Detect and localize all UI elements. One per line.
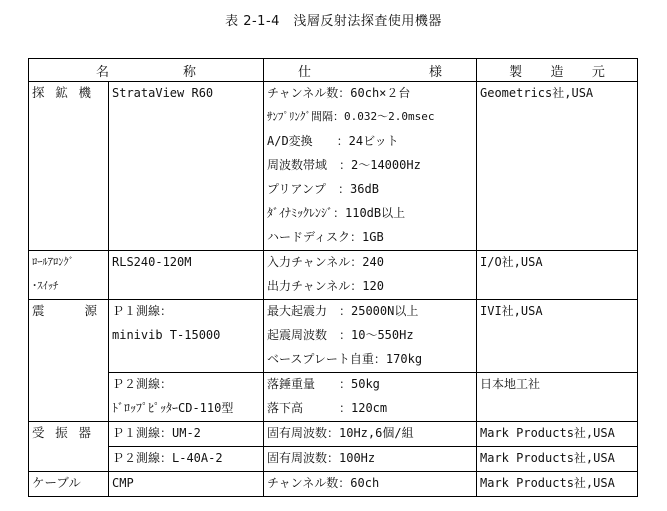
model-source-p2 xyxy=(109,373,264,422)
maker-geophone-p1 xyxy=(477,422,638,447)
maker-line: I/O社,USA xyxy=(480,255,543,269)
header-name-char: 名 xyxy=(95,64,109,80)
table-row-geophone-p2 xyxy=(29,447,638,472)
label-char: 震 xyxy=(32,303,45,318)
spec-line: 出力チャンネル：120 xyxy=(267,279,384,293)
header-row xyxy=(29,59,638,82)
spec-geophone-p1 xyxy=(264,422,477,447)
row-label-geophone xyxy=(29,422,109,472)
header-maker-char: 造 xyxy=(550,64,564,80)
spec-line: 最大起震力 ：25000N以上 xyxy=(267,304,419,318)
model-line: ﾄﾞﾛｯﾌﾟﾋﾟｯﾀｰCD-110型 xyxy=(112,401,234,415)
row-label-source xyxy=(29,300,109,422)
spec-source-p1 xyxy=(264,300,477,373)
model-seismograph xyxy=(109,82,264,251)
spec-line: プリアンプ ：36dB xyxy=(267,182,379,196)
header-maker-char: 製 xyxy=(509,64,523,80)
model-source-p1 xyxy=(109,300,264,373)
spec-line: 落下高 ：120cm xyxy=(267,401,388,415)
model-line: Ｐ２測線：L-40A-2 xyxy=(112,451,223,465)
spec-cable xyxy=(264,472,477,497)
header-name xyxy=(29,59,264,82)
maker-line: Mark Products社,USA xyxy=(480,426,615,440)
model-rollalong xyxy=(109,251,264,300)
spec-line: 起震周波数 ：10～550Hz xyxy=(267,328,414,342)
label-char: 振 xyxy=(55,425,68,440)
label-char: 受 xyxy=(32,425,45,440)
spec-line: ｻﾝﾌﾟﾘﾝｸﾞ間隔：0.032～2.0msec xyxy=(267,110,435,123)
model-line: CMP xyxy=(112,476,134,490)
label-line: ･ｽｲｯﾁ xyxy=(32,280,59,292)
table-row-geophone-p1 xyxy=(29,422,638,447)
header-maker xyxy=(477,59,638,82)
spec-line: 固有周波数：100Hz xyxy=(267,451,376,465)
table-row-seismograph xyxy=(29,82,638,251)
model-line: StrataView R60 xyxy=(112,86,214,100)
label-char: 機 xyxy=(78,85,91,100)
label-char: 探 xyxy=(32,85,45,100)
spec-line: 入力チャンネル：240 xyxy=(267,255,384,269)
maker-line: Mark Products社,USA xyxy=(480,476,615,490)
label-char: 源 xyxy=(84,303,97,318)
label-char: 鉱 xyxy=(55,85,68,100)
row-label-seismograph xyxy=(29,82,109,251)
maker-rollalong xyxy=(477,251,638,300)
spec-seismograph xyxy=(264,82,477,251)
maker-source-p1 xyxy=(477,300,638,373)
table-row-cable xyxy=(29,472,638,497)
maker-line: Geometrics社,USA xyxy=(480,86,594,100)
maker-line: 日本地工社 xyxy=(480,377,541,391)
header-spec-char: 仕 xyxy=(298,64,312,80)
maker-source-p2 xyxy=(477,373,638,422)
spec-line: チャンネル数：60ch×２台 xyxy=(267,86,411,100)
label-line: ﾛｰﾙｱﾛﾝｸﾞ xyxy=(32,256,74,268)
maker-line: IVI社,USA xyxy=(480,304,543,318)
maker-line: Mark Products社,USA xyxy=(480,451,615,465)
spec-line: ﾀﾞｲﾅﾐｯｸﾚﾝｼﾞ：110dB以上 xyxy=(267,206,406,220)
table-row-rollalong xyxy=(29,251,638,300)
header-spec xyxy=(264,59,477,82)
model-line: Ｐ１測線：UM-2 xyxy=(112,426,201,440)
table-row-source-p1 xyxy=(29,300,638,373)
spec-line: 落錘重量 ：50kg xyxy=(267,377,380,391)
spec-source-p2 xyxy=(264,373,477,422)
spec-geophone-p2 xyxy=(264,447,477,472)
spec-line: 固有周波数：10Hz,6個/組 xyxy=(267,426,414,440)
maker-cable xyxy=(477,472,638,497)
spec-line: 周波数帯域 ：2～14000Hz xyxy=(267,158,421,172)
table-row-source-p2 xyxy=(29,373,638,422)
row-label-rollalong xyxy=(29,251,109,300)
label-line: ケーブル xyxy=(32,475,81,490)
label-char: 器 xyxy=(78,425,91,440)
model-geophone-p1 xyxy=(109,422,264,447)
model-line: minivib T-15000 xyxy=(112,328,221,342)
header-maker-char: 元 xyxy=(591,64,605,80)
model-cable xyxy=(109,472,264,497)
spec-rollalong xyxy=(264,251,477,300)
model-line: Ｐ２測線： xyxy=(112,377,173,391)
table-caption: 表 2-1-4 浅層反射法探査使用機器 xyxy=(225,14,442,29)
row-label-cable xyxy=(29,472,109,497)
maker-seismograph xyxy=(477,82,638,251)
spec-line: ベースプレート自重：170kg xyxy=(267,352,423,366)
spec-line: A/D変換 ：24ビット xyxy=(267,134,399,148)
model-line: RLS240-120M xyxy=(112,255,192,269)
spec-line: チャンネル数：60ch xyxy=(267,476,380,490)
model-line: Ｐ１測線： xyxy=(112,304,173,318)
equipment-table xyxy=(28,58,638,497)
spec-line: ハードディスク：1GB xyxy=(267,230,384,244)
header-spec-char: 様 xyxy=(428,64,442,80)
maker-geophone-p2 xyxy=(477,447,638,472)
header-name-char: 称 xyxy=(182,64,196,80)
model-geophone-p2 xyxy=(109,447,264,472)
